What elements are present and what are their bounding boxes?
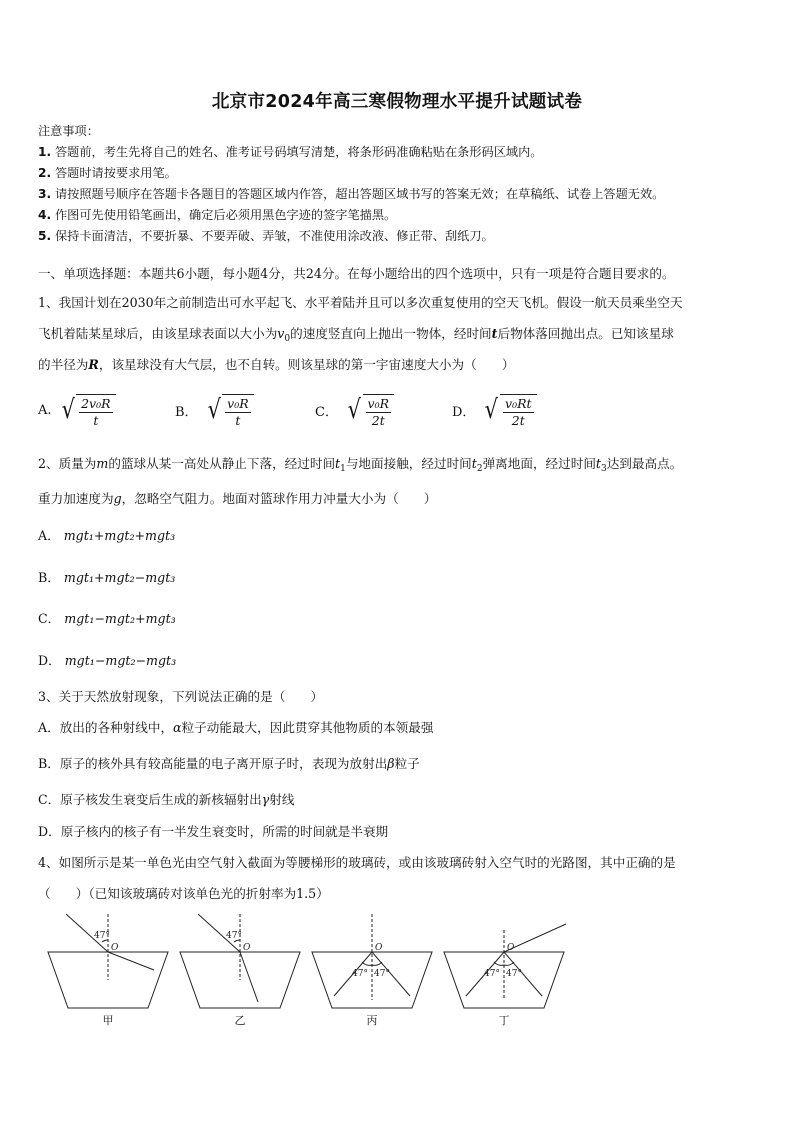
q2-option-d[interactable]: D． mgt₁−mgt₂−mgt₃ (38, 653, 177, 668)
page-title: 北京市2024年高三寒假物理水平提升试题试卷 (211, 92, 583, 112)
q3-option-b[interactable]: B．原子的核外具有较高能量的电子离开原子时，表现为放射出β粒子 (38, 756, 420, 771)
diagram-ding (444, 924, 566, 1008)
point-label: O (243, 943, 251, 953)
diagram-bing (312, 914, 432, 1008)
angle-label: 47° (352, 969, 368, 979)
notice-item: 5. 保持卡面清洁，不要折暴、不要弄破、弄皱，不准使用涂改液、修正带、刮纸刀。 (38, 229, 494, 243)
q3-option-c[interactable]: C．原子核发生衰变后生成的新核辐射出γ射线 (38, 792, 295, 807)
notice-heading: 注意事项： (38, 124, 99, 138)
q2-option-a[interactable]: A． mgt₁+mgt₂+mgt₃ (38, 528, 176, 543)
notice-section (38, 121, 768, 247)
q1-stem-line3: 的半径为R，该星球没有大气层，也不自转。则该星球的第一宇宙速度大小为（ ） (38, 357, 515, 372)
q3-option-d[interactable]: D．原子核内的核子有一半发生衰变时，所需的时间就是半衰期 (38, 824, 389, 839)
point-label: O (111, 943, 119, 953)
caption-bing: 丙 (366, 1014, 378, 1027)
light-path-figures (44, 910, 584, 1030)
caption-ding: 丁 (498, 1014, 510, 1027)
q1-options (38, 388, 738, 432)
point-label: O (507, 943, 515, 953)
q2-option-b[interactable]: B． mgt₁+mgt₂−mgt₃ (38, 570, 176, 585)
q1-stem-line2: 飞机着陆某星球后，由该星球表面以大小为$v_0$的速度竖直向上抛出一物体，经时间t后物体落回抛出点。已知该星球 (38, 326, 674, 344)
diagram-jia (48, 914, 168, 1008)
angle-label: 47° (226, 931, 242, 941)
point-label: O (375, 943, 383, 953)
q4-stem-line1: 4、如图所示是某一单色光由空气射入截面为等腰梯形的玻璃砖，或由该玻璃砖射入空气时的光路图，其中正确的是 (38, 855, 676, 870)
angle-label: 47° (506, 969, 522, 979)
q1-option-b[interactable]: B． √ $\frac{\text{v₀R}}{t}$ (175, 388, 254, 432)
angle-label: 47° (94, 931, 110, 941)
caption-jia: 甲 (102, 1014, 114, 1027)
notice-item: 2. 答题时请按要求用笔。 (38, 166, 177, 180)
notice-item: 4. 作图可先使用铅笔画出，确定后必须用黑色字迹的签字笔描黑。 (38, 208, 397, 222)
diagram-yi (180, 914, 300, 1008)
angle-label: 47° (484, 969, 500, 979)
q3-stem: 3、关于天然放射现象，下列说法正确的是（ ） (38, 689, 324, 704)
q2-stem-line1: 2、质量为m的篮球从某一高处从静止下落，经过时间$t_1$与地面接触，经过时间$t_2$弹离地面，经过时间$t_3$达到最高点。 (38, 456, 683, 474)
q3-option-a[interactable]: A．放出的各种射线中，α粒子动能最大，因此贯穿其他物质的本领最强 (38, 720, 434, 735)
angle-label: 47° (374, 969, 390, 979)
notice-item: 1. 答题前，考生先将自己的姓名、准考证号码填写清楚，将条形码准确粘贴在条形码区域内。 (38, 145, 543, 159)
section-heading: 一、单项选择题：本题共6小题，每小题4分，共24分。在每小题给出的四个选项中，只有一项是符合题目要求的。 (38, 266, 675, 281)
q1-option-c[interactable]: C． √ $\frac{\text{v₀R}}{2t}$ (315, 388, 394, 432)
q2-stem-line2: 重力加速度为g，忽略空气阻力。地面对篮球作用力冲量大小为（ ） (38, 491, 437, 506)
caption-yi: 乙 (234, 1014, 246, 1027)
q1-option-d[interactable]: D． √ $\frac{\text{v₀Rt}}{2t}$ (452, 388, 537, 432)
notice-item: 3. 请按照题号顺序在答题卡各题目的答题区域内作答，超出答题区域书写的答案无效；在草稿纸、试卷上答题无效。 (38, 187, 665, 201)
q4-stem-line2: （ ）（已知该玻璃砖对该单色光的折射率为1.5） (38, 886, 329, 901)
q1-stem-line1: 1、我国计划在2030年之前制造出可水平起飞、水平着陆并且可以多次重复使用的空天飞机。假设一航天员乘坐空天 (38, 295, 683, 310)
q1-option-a[interactable]: A. √ $\frac{\text{2v₀R}}{t}$ (38, 388, 116, 432)
q2-option-c[interactable]: C． mgt₁−mgt₂+mgt₃ (38, 611, 176, 626)
